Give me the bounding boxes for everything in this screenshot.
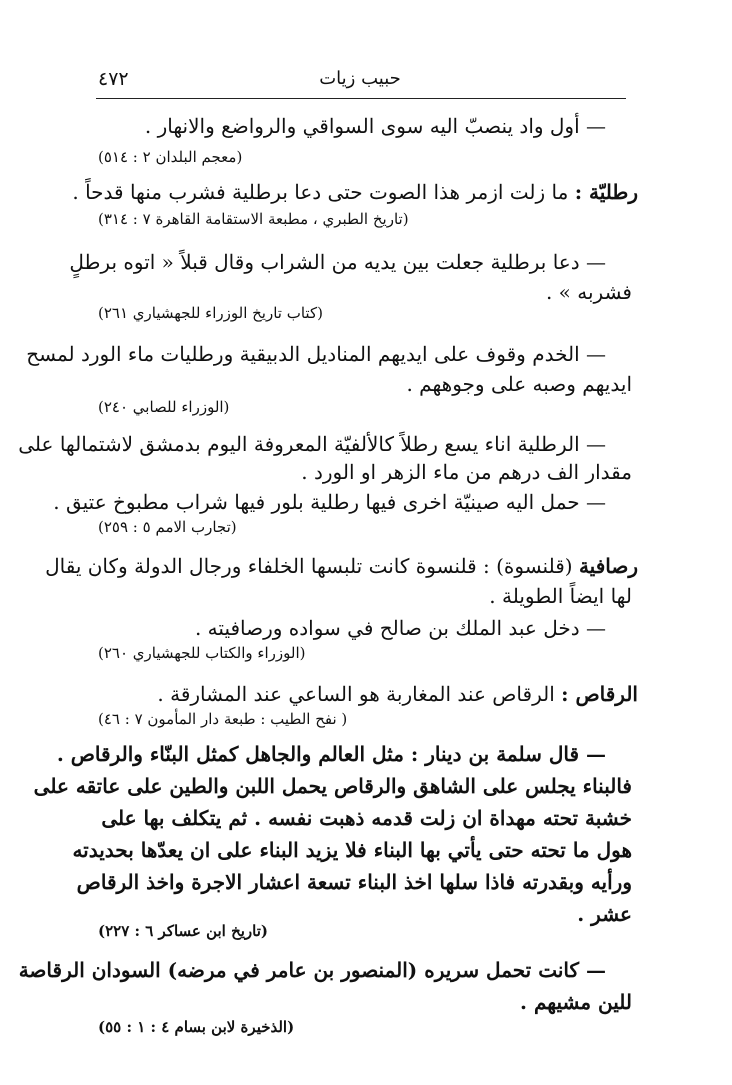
text-line: ايديهم وصبه على وجوههم . [406,372,632,396]
page-number: ٤٧٢ [98,68,129,90]
citation: (الوزراء للصابي ٢٤٠) [98,398,230,416]
text-line: — أول واد ينصبّ اليه سوى السواقي والرواضع والانهار . [144,114,606,138]
text-line: مقدار الف درهم من ماء الزهر او الورد . [301,460,632,484]
running-head [98,66,622,94]
headword-line [72,178,638,206]
text-line: خشبة تحته مهداة ان زلت قدمه ذهبت نفسه . ثم يتكلف بها على [101,806,632,830]
header-rule [96,98,626,99]
citation: (الذخيرة لابن بسام ٤ : ١ : ٥٥) [98,1018,295,1036]
headword-line [157,680,638,708]
text-line: عشر . [577,902,632,926]
text-line: — قال سلمة بن دينار : مثل العالم والجاهل كمثل البنّاء والرقاص . [56,742,606,766]
text-line: — دعا برطلية جعلت بين يديه من الشراب وقال قبلاً « اتوه برطلٍ [69,250,606,274]
headword: رصافية [578,554,638,578]
headword-definition: ما زلت ازمر هذا الصوت حتى دعا برطلية فشرب منها قدحاً . [72,180,569,204]
text-line: — الرطلية اناء يسع رطلاً كالألفيّة المعروفة اليوم بدمشق لاشتمالها على [18,432,606,456]
text-line: — الخدم وقوف على ايديهم المناديل الدبيقية ورطليات ماء الورد لمسح [26,342,606,366]
text-line: — حمل اليه صينيّة اخرى فيها رطلية بلور فيها شراب مطبوخ عتيق . [53,490,606,514]
headword-definition: (قلنسوة) : قلنسوة كانت تلبسها الخلفاء ورجال الدولة وكان يقال [45,554,573,578]
citation: (كتاب تاريخ الوزراء للجهشياري ٢٦١) [98,304,323,322]
citation: (تاريخ ابن عساكر ٦ : ٢٢٧) [98,922,269,940]
text-line: فالبناء يجلس على الشاهق والرقاص يحمل اللبن والطين على عاتقه على [33,774,632,798]
citation: (معجم البلدان ٢ : ٥١٤) [98,148,243,166]
text-line: ورأيه وبقدرته فاذا سلها اخذ البناء تسعة اعشار الاجرة واخذ الرقاص [76,870,632,894]
headword: رطليّة : [574,180,638,204]
citation: ( نفح الطيب : طبعة دار المأمون ٧ : ٤٦) [98,710,348,728]
citation: (تجارب الامم ٥ : ٢٥٩) [98,518,237,536]
text-line: للين مشيهم . [520,990,632,1014]
text-line: — دخل عبد الملك بن صالح في سواده ورصافيته . [194,616,606,640]
headword-line [45,552,638,580]
text-line: فشربه » . [545,280,632,304]
citation: (الوزراء والكتاب للجهشياري ٢٦٠) [98,644,306,662]
text-line: لها ايضاً الطويلة . [489,584,632,608]
running-title: حبيب زيات [319,68,401,89]
text-line: هول ما تحته حتى يأتي بها البناء فلا يزيد البناء على ان يعدّها بحديدته [72,838,632,862]
citation: (تاريخ الطبري ، مطبعة الاستقامة القاهرة ٧ : ٣١٤) [98,210,409,228]
text-line: — كانت تحمل سريره (المنصور بن عامر في مرضه) السودان الرقاصة [18,958,606,982]
headword-definition: الرقاص عند المغاربة هو الساعي عند المشارقة . [157,682,555,706]
headword: الرقاص : [561,682,638,706]
